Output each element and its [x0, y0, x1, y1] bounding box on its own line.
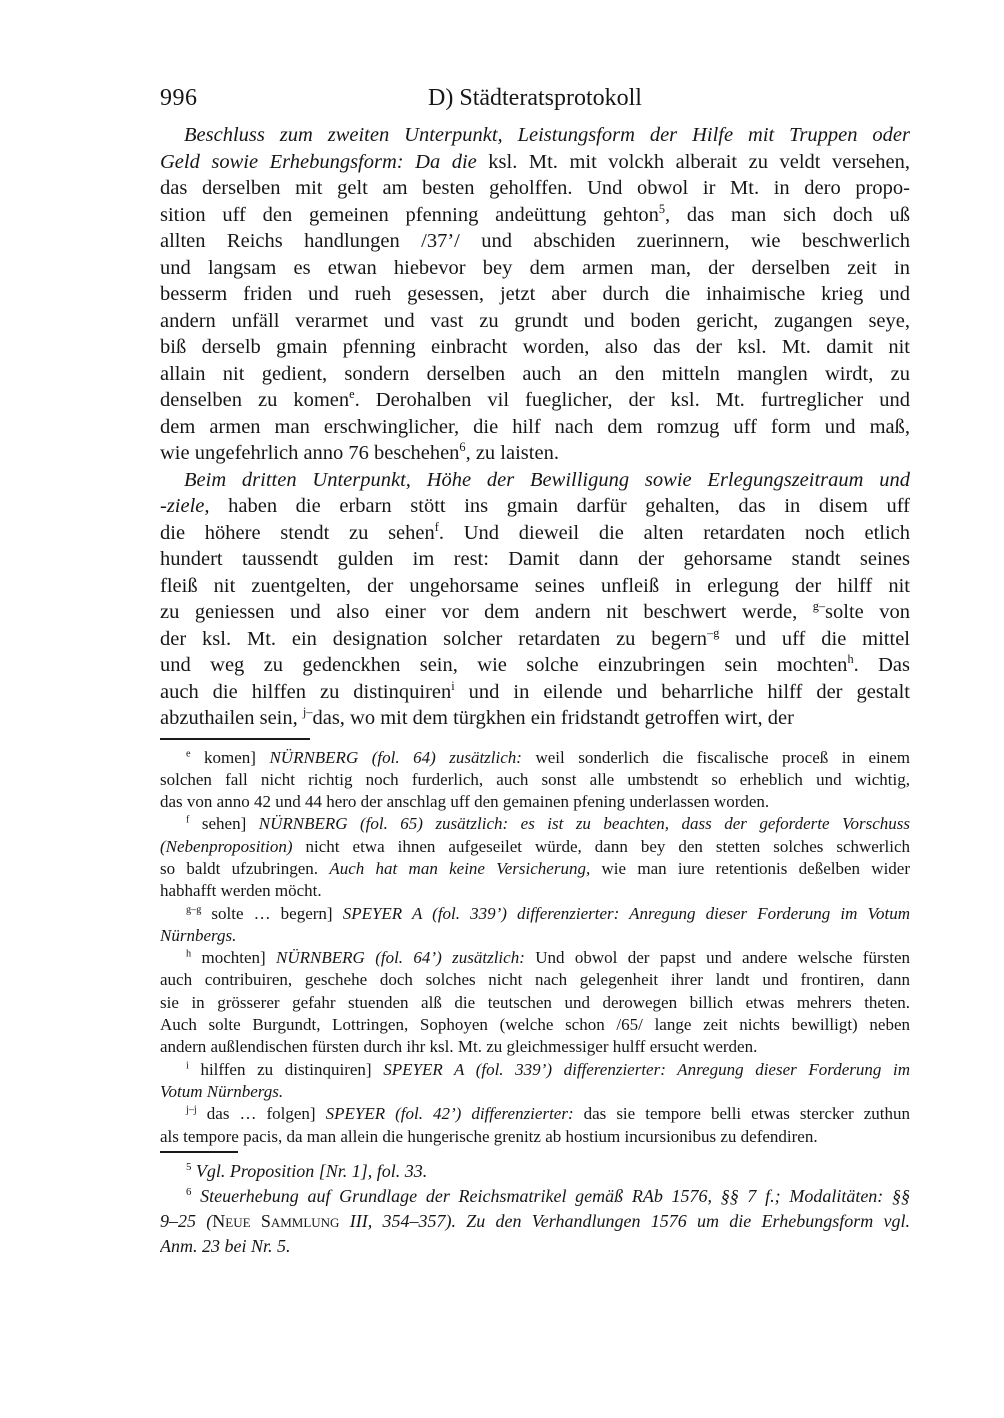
- text-run: Anm. 23 bei Nr. 5.: [160, 1235, 291, 1256]
- text-line: [160, 520, 910, 547]
- footnote-marker: h: [847, 652, 854, 667]
- text-run: besserm friden und rueh gesessen, jetzt aber durch die inhaimische krieg und: [160, 283, 910, 305]
- text-line: [160, 228, 910, 255]
- running-title: D) Städteratsprotokoll: [428, 85, 642, 111]
- text-line: [160, 880, 910, 902]
- text-line: [160, 1081, 910, 1103]
- text-run: dem armen man erschwinglicher, die hilf nach dem romzug uff form und maß,: [160, 415, 910, 438]
- text-run: die höhere stendt zu sehen: [160, 521, 435, 544]
- text-run: mochten]: [191, 948, 277, 968]
- text-run: . Das: [853, 654, 910, 676]
- text-run: andern unfäll verarmet und vast zu grundt und boden gericht, zugangen seye,: [160, 309, 910, 332]
- text-line: [160, 1159, 910, 1184]
- text-run: NÜRNBERG (fol. 64’) zusätzlich:: [276, 948, 536, 968]
- text-run: SPEYER A (fol. 339’) differenzierter: Anregung dieser Forderung im: [383, 1059, 910, 1079]
- text-run: allain nit gedient, sondern derselben auch an den mitteln manglen wirdt, zu: [160, 362, 910, 385]
- text-line: [160, 626, 910, 653]
- text-run: Votum Nürnbergs.: [160, 1081, 284, 1101]
- text-run: denselben zu komen: [160, 389, 350, 411]
- text-line: [160, 467, 910, 494]
- text-line: [160, 836, 910, 858]
- text-run: so baldt ufzubringen.: [160, 858, 330, 878]
- apparatus-separator-rule: [160, 738, 310, 740]
- text-run: Beschluss zum zweiten Unterpunkt, Leistungsform der Hilfe mit Truppen oder: [184, 124, 910, 146]
- text-run: III, 354–357). Zu den Verhandlungen 1576 um die Erhebungsform vgl.: [339, 1210, 910, 1231]
- text-run: fleiß nit zuentgelten, der ungehorsame seines unfleiß in erlegung der hilff nit: [160, 574, 910, 597]
- text-run: Auch hat man keine Versicherung,: [329, 858, 602, 878]
- text-run: Steuerhebung auf Grundlage der Reichsmatrikel gemäß RAb 1576, §§ 7 f.; Modalitäten: §§: [191, 1185, 910, 1206]
- footnote-marker: 6: [186, 1185, 192, 1198]
- footnote-marker: e: [186, 747, 191, 759]
- page-number: 996: [160, 85, 198, 111]
- text-line: [160, 1234, 910, 1259]
- footnote-marker: 5: [658, 201, 665, 216]
- text-run: -ziele,: [160, 495, 210, 517]
- text-run: auch contribuiren, geschehe doch solches nicht nach gelegenheit ihrer landt und frontiren, dann: [160, 970, 910, 990]
- footnote-marker: i: [451, 678, 455, 693]
- footnote-marker: 5: [186, 1160, 192, 1173]
- text-run: 9–25 (: [160, 1210, 213, 1231]
- main-text: [160, 122, 910, 732]
- text-run: hundert taussendt gulden im rest: Damit dann der gehorsame standt seines: [160, 548, 910, 570]
- running-header: [160, 84, 910, 112]
- commentary-separator-rule: [160, 1151, 238, 1153]
- text-run: , das man sich doch uß: [664, 203, 910, 226]
- text-line: [160, 1103, 910, 1125]
- text-line: [160, 1126, 910, 1148]
- text-run: das von anno 42 und 44 hero der anschlag uff den gemainen pfening underlassen worden.: [160, 792, 770, 812]
- text-run: Beim dritten Unterpunkt, Höhe der Bewilligung sowie Erlegungszeitraum und: [184, 468, 910, 491]
- text-line: [160, 1209, 910, 1234]
- text-run: . Derohalben vil fueglicher, der ksl. Mt. furtreglicher und: [354, 389, 910, 411]
- text-line: [160, 440, 910, 467]
- text-line: [160, 546, 910, 573]
- text-run: sie in grösserer gefahr stuenden alß die teutschen und derowegen billich etwas mehrers theten.: [160, 992, 910, 1012]
- text-run: wie man iure retentionis deßelben wider: [601, 858, 910, 878]
- text-column: [160, 84, 910, 1259]
- text-run: Und obwol der papst und andere welsche fürsten: [535, 948, 910, 968]
- text-line: [160, 202, 910, 229]
- text-line: [160, 1014, 910, 1036]
- text-line: [160, 858, 910, 880]
- text-run: biß derselb gmain pfenning einbracht worden, also das der ksl. Mt. damit nit: [160, 336, 910, 358]
- footnote-marker: j–: [302, 705, 313, 720]
- text-run: sehen]: [189, 814, 259, 834]
- text-run: und uff die mittel: [719, 627, 910, 650]
- footnote-marker: g–: [812, 599, 826, 614]
- text-line: [160, 903, 910, 925]
- text-line: [160, 281, 910, 308]
- text-run: habhafft werden möcht.: [160, 881, 322, 901]
- text-run: Neue Sammlung: [212, 1210, 340, 1231]
- text-run: und weg zu gedenckhen sein, wie solche einzubringen sein mochten: [160, 654, 848, 676]
- text-run: SPEYER A (fol. 339’) differenzierter: Anregung dieser Forderung im Votum: [342, 903, 910, 923]
- text-line: [160, 361, 910, 388]
- text-run: SPEYER (fol. 42’) differenzierter:: [325, 1104, 584, 1124]
- text-run: abzuthailen sein,: [160, 707, 303, 729]
- text-line: [160, 1036, 910, 1058]
- text-line: [160, 255, 910, 282]
- footnote-marker: 6: [459, 440, 466, 455]
- text-line: [160, 747, 910, 769]
- text-line: [160, 175, 910, 202]
- text-line: [160, 1184, 910, 1209]
- text-line: [160, 791, 910, 813]
- text-run: das, wo mit dem türgkhen ein fridstandt getroffen wirt, der: [312, 707, 794, 729]
- text-line: [160, 122, 910, 149]
- text-run: . Und dieweil die alten retardaten noch etlich: [438, 521, 910, 544]
- text-run: das sie tempore belli etwas stercker zuthun: [583, 1104, 910, 1124]
- text-run: der ksl. Mt. ein designation solcher retardaten zu begern: [160, 627, 708, 650]
- text-run: andern außlendischen fürsten durch ihr ksl. Mt. zu gleichmessiger hulff ersucht werden.: [160, 1037, 758, 1057]
- text-run: NÜRNBERG (fol. 64) zusätzlich:: [269, 747, 536, 767]
- text-run: und langsam es etwan hiebevor bey dem armen man, der derselben zeit in: [160, 256, 910, 279]
- text-run: Nürnbergs.: [160, 925, 237, 945]
- text-line: [160, 992, 910, 1014]
- text-line: [160, 769, 910, 791]
- text-run: (Nebenproposition): [160, 836, 306, 856]
- footnote-marker: j–j: [186, 1104, 197, 1116]
- footnote-marker: f: [434, 519, 439, 534]
- footnote-marker: i: [186, 1060, 189, 1071]
- text-run: solte von: [825, 601, 910, 623]
- text-run: das … folgen]: [196, 1104, 326, 1124]
- text-run: hilffen zu distinquiren]: [188, 1059, 384, 1079]
- text-line: [160, 414, 910, 441]
- text-line: [160, 969, 910, 991]
- critical-apparatus-footnotes: [160, 747, 910, 1148]
- text-run: Auch solte Burgundt, Lottringen, Sophoyen (welche schon /65/ lange zeit nichts bewilligt) neben: [160, 1015, 910, 1035]
- footnote-marker: –g: [707, 625, 720, 640]
- text-line: [160, 149, 910, 176]
- text-run: und in eilende und beharrliche hilff der gestalt: [454, 680, 910, 703]
- text-run: haben die erbarn stött ins gmain darfür gehalten, das in disem uff: [209, 495, 910, 517]
- text-line: [160, 705, 910, 732]
- text-line: [160, 925, 910, 947]
- text-line: [160, 573, 910, 600]
- text-line: [160, 334, 910, 361]
- text-run: sition uff den gemeinen pfenning andeüttung gehton: [160, 203, 659, 226]
- footnote-marker: h: [186, 948, 192, 960]
- text-line: [160, 813, 910, 835]
- text-run: als tempore pacis, da man allein die hungerische grenitz ab hostium incursionibus zu defendiren.: [160, 1126, 818, 1146]
- text-line: [160, 308, 910, 335]
- text-run: das derselben mit gelt am besten geholffen. Und obwol ir Mt. in dero propo-: [160, 177, 910, 199]
- commentary-footnotes: [160, 1159, 910, 1259]
- text-line: [160, 387, 910, 414]
- text-run: Vgl. Proposition [Nr. 1], fol. 33.: [191, 1160, 428, 1181]
- text-run: , zu laisten.: [465, 442, 559, 464]
- text-line: [160, 493, 910, 520]
- text-line: [160, 1059, 910, 1081]
- footnote-marker: f: [186, 814, 190, 826]
- text-run: komen]: [190, 747, 270, 767]
- text-run: allten Reichs handlungen /37’/ und abschiden zuerinnern, wie beschwerlich: [160, 230, 910, 252]
- text-run: nicht etwa ihnen aufgeseilet würde, dann bey den stetten solches schwerlich: [305, 836, 910, 856]
- text-line: [160, 599, 910, 626]
- text-run: weil sonderlich die fiscalische proceß in einem: [535, 747, 910, 767]
- footnote-marker: e: [349, 387, 355, 402]
- text-run: Geld sowie Erhebungsform: Da die: [160, 150, 489, 173]
- text-line: [160, 947, 910, 969]
- text-run: solte … begern]: [201, 903, 343, 923]
- text-run: ksl. Mt. mit volckh alberait zu veldt versehen,: [488, 150, 910, 173]
- text-run: wie ungefehrlich anno 76 beschehen: [160, 442, 460, 464]
- text-run: zu geniessen und also einer vor dem andern nit beschwert werde,: [160, 601, 813, 623]
- text-run: auch die hilffen zu distinquiren: [160, 680, 452, 703]
- text-line: [160, 652, 910, 679]
- text-line: [160, 679, 910, 706]
- text-run: solchen fall nicht richtig noch furderlich, auch sonst alle umbstendt so erheblich und wichtig,: [160, 769, 910, 789]
- text-run: NÜRNBERG (fol. 65) zusätzlich: es ist zu beachten, dass der geforderte Vorschuss: [258, 814, 910, 834]
- footnote-marker: g–g: [186, 903, 202, 915]
